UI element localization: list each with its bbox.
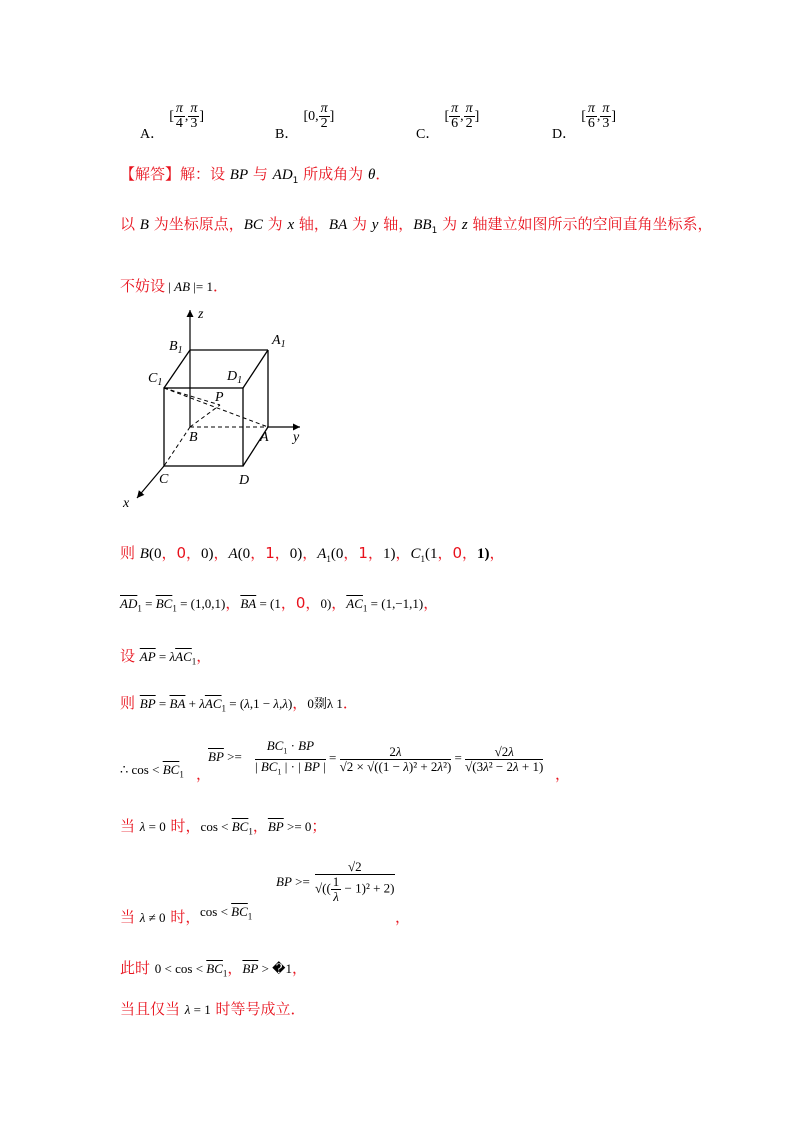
assume-line: 不妨设 | AB |= 1．	[120, 277, 228, 295]
label-d1: $D_1$	[227, 369, 243, 386]
option-d	[552, 101, 617, 142]
label-y: y	[293, 430, 300, 445]
label-c: C	[159, 472, 169, 487]
cos-line: ∴ $\cos < \overline{BC}_1$ ， $\overline{BP}$ >= $\frac{BC_1 \cdot BP}{| BC_1 | \cdot | BP |}$ = $\frac{2\lambda}{\text{√2 × √((1 − λ)² + 2λ²)}}$ = $\frac{√2\lambda}{\text{√(3λ² − 2λ + 1)}}$ ，	[120, 738, 571, 783]
vectors-line: $\overline{AD}_1 = \overline{BC}_1 = (1,0,1)$，$\overline{BA} = (1$，0，0)，$\overline{AC}_1 = (1,-1,1)$，	[120, 594, 439, 614]
bp-line: 则 $\overline{BP} = \overline{BA} + \lambda\overline{AC}_1 = (\lambda,1 - \lambda,\lambda)$，0剟λ 1．	[120, 694, 358, 714]
label-b: B	[189, 430, 198, 445]
label-p: P	[215, 390, 224, 405]
label-a: A	[260, 430, 269, 445]
label-x: x	[123, 496, 130, 511]
cube-figure	[115, 300, 315, 515]
label-b1: $B_1$	[169, 339, 183, 356]
option-c-value: [ $\frac{\pi}{6}$ , $\frac{\pi}{2}$ ]	[444, 101, 480, 131]
label-a1: $A_1$	[272, 333, 286, 350]
coord-setup: 以 B 为坐标原点，BC 为 x 轴，BA 为 y 轴，$BB_1$ 为 z 轴建立如图所示的空间直角坐标系，	[120, 215, 713, 236]
option-a-value: [ $\frac{\pi}{4}$ , $\frac{\pi}{3}$ ]	[169, 101, 205, 131]
option-a	[140, 101, 205, 142]
label-d: D	[239, 473, 250, 488]
option-b	[275, 101, 335, 142]
option-d-value: [ $\frac{\pi}{6}$ , $\frac{\pi}{3}$ ]	[581, 101, 617, 131]
option-b-label: B．	[275, 126, 299, 142]
points-line: 则 B(0，0，0)，A(0，1，0)，$A_1(0$，1，1)，$C_1(1$，0，1)，	[120, 544, 505, 564]
equality-line: 当且仅当 λ = 1 时等号成立．	[120, 1000, 306, 1018]
case-nonzero-line: 当 λ ≠ 0 时， $\cos < \overline{BC}_1$ BP >= √2 √(( $\frac{1}{\lambda}$ − 1)² + 2) ，	[120, 859, 411, 926]
label-z: z	[198, 307, 204, 322]
solution-tag: 【解答】	[120, 165, 181, 183]
set-ap-line: 设 $\overline{AP} = \lambda\overline{AC}_1$，	[120, 647, 212, 667]
solution-intro: 【解答】解：设 BP 与 $AD_1$ 所成角为 θ．	[120, 165, 391, 186]
option-c-label: C．	[416, 126, 440, 142]
range-line: 此时 $0 < \cos < \overline{BC}_1$，$\overline{BP}$ > �1，	[120, 959, 307, 979]
label-c1: $C_1$	[148, 371, 163, 388]
case-zero-line: 当 λ = 0 时，$\cos < \overline{BC}_1$，$\overline{BP} >= 0$；	[120, 817, 327, 837]
option-d-label: D．	[552, 126, 577, 142]
option-c	[416, 101, 480, 142]
option-b-value: [0, $\frac{\pi}{2}$ ]	[303, 101, 335, 131]
option-a-label: A．	[140, 126, 165, 142]
